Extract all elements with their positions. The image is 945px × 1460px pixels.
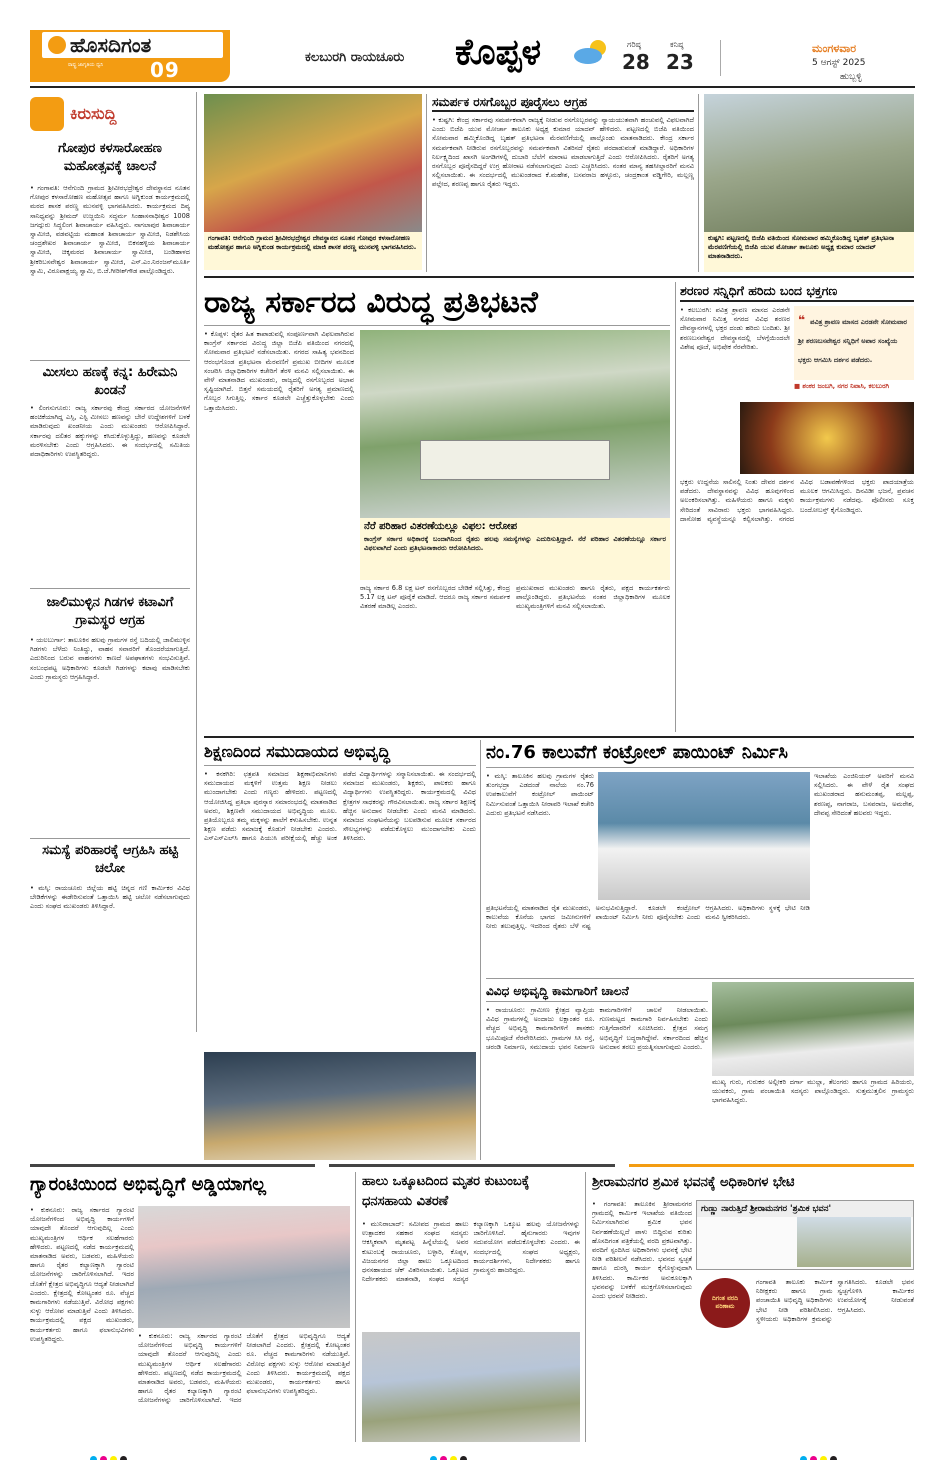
max-temp: 28 [622, 50, 650, 74]
photo-dev [712, 982, 914, 1076]
footer-dots-2 [430, 1448, 470, 1460]
caption-gopura: ಗಂಗಾವತಿ: ಆನೆಗುಂದಿ ಗ್ರಾಮದ ಶ್ರೀವೀರಭದ್ರೇಶ್ವರ ದೇವಸ್ಥಾನದ ನೂತನ ಗೋಪುರ ಕಳಸಾರೋಹಣ ಮಹೋತ್ಸವ ಹಾಗೂ ಅಗ್ನಿಕುಂಡ ಕಾರ್ಯಕ್ರಮದಲ್ಲಿ ಮಾಜಿ ಶಾಸಕ ಪರಣ್ಣ ಮುನವಳ್ಳಿ ಭಾಗವಹಿಸಿದರು. [204, 232, 422, 270]
headline-protest: ರಾಜ್ಯ ಸರ್ಕಾರದ ವಿರುದ್ಧ ಪ್ರತಿಭಟನೆ [204, 282, 670, 326]
kirusuddi-title: ಕಿರುಸುದ್ದಿ [70, 104, 117, 123]
headline-gopura: ಗೋಪುರ ಕಳಸಾರೋಹಣ ಮಹೋತ್ಸವಕ್ಕೆ ಚಾಲನೆ [58, 141, 162, 174]
min-label: ಕನಿಷ್ಠ [670, 40, 684, 49]
edition: ಹುಬ್ಬಳ್ಳಿ [840, 72, 862, 82]
headline-rasagobbara: ಸಮರ್ಪಕ ರಸಗೊಬ್ಬರ ಪೂರೈಸಲು ಆಗ್ರಹ [432, 94, 694, 112]
weekday: ಮಂಗಳವಾರ [812, 42, 857, 55]
logo-emblem-icon [48, 36, 66, 54]
story-protest-4: ಪ್ರಮುಖರಾದ ಮುಖಂಡರು ಹಾಗೂ ರೈತರು, ಪಕ್ಷದ ಕಾರ್ಯಕರ್ತರು ಪಾಲ್ಗೊಂಡಿದ್ದರು. ಪ್ರತಿಭಟನೆಯ ನಂತರ ಜಿಲ್ಲಾಧಿಕಾರಿಗಳ ಮೂಲಕ ಮುಖ್ಯಮಂತ್ರಿಗಳಿಗೆ ಮನವಿ ಸಲ್ಲಿಸಲಾಯಿತು. [516, 584, 670, 611]
headline-sriramanagar: ಶ್ರೀರಾಮನಗರ ಶ್ರಮಿಕ ಭವನಕ್ಕೆ ಅಧಿಕಾರಿಗಳ ಭೇಟಿ [592, 1175, 795, 1190]
masthead [0, 0, 945, 88]
story-sharana-2: ಭಕ್ತರು ಉದ್ದನೆಯ ಸಾಲಿನಲ್ಲಿ ನಿಂತು ದೇವರ ದರ್ಶನ ಪಡೆದರು. ದೇವಸ್ಥಾನವನ್ನು ವಿವಿಧ ಹೂವುಗಳಿಂದ ಅಲಂಕರಿಸಲಾಗಿತ್ತು. ಮಹಿಳೆಯರು ಹಾಗೂ ಮಕ್ಕಳು ಸೇರಿದಂತೆ ಸಾವಿರಾರು ಭಕ್ತರು ಭಾಗವಹಿಸಿದ್ದರು. ದಾಸೋಹ ವ್ಯವಸ್ಥೆಯನ್ನೂ ಕಲ್ಪಿಸಲಾಗಿತ್ತು. ನಗರದ ವಿವಿಧ ಬಡಾವಣೆಗಳಿಂದ ಭಕ್ತರು ಪಾದಯಾತ್ರೆಯ ಮೂಲಕ ಆಗಮಿಸಿದ್ದರು. ದಿನವಿಡೀ ಭಜನೆ, ಪ್ರವಚನ ಕಾರ್ಯಕ್ರಮಗಳು ನಡೆದವು. ಪೊಲೀಸರು ಸೂಕ್ತ ಬಂದೋಬಸ್ತ್ ಕೈಗೊಂಡಿದ್ದರು. [680, 478, 914, 523]
caption-kushtagi: ಕುಷ್ಟಗಿ: ಪಟ್ಟಣದಲ್ಲಿ ಬಿಜೆಪಿ ವತಿಯಿಂದ ಸೋಮವಾರ ಹಮ್ಮಿಕೊಂಡಿದ್ದ ಬೃಹತ್ ಪ್ರತಿಭಟನಾ ಮೆರವಣಿಗೆಯಲ್ಲಿ ಬಿಜೆಪಿ ಯುವ ಮೋರ್ಚಾ ತಾಲೂಕು ಅಧ್ಯಕ್ಷ ಕುಮಾರ ಯಾದವ್ ಮಾತನಾಡಿದರು. [704, 232, 914, 272]
protest-banner [420, 440, 610, 480]
story-meesalu: • ಲಿಂಗಸುಗೂರು: ರಾಜ್ಯ ಸರ್ಕಾರವು ಕೇಂದ್ರ ಸರ್ಕಾರದ ಯೋಜನೆಗಳಿಗೆ ಹಂಚಿಕೆಯಾಗಿದ್ದ ಎಸ್ಸಿ, ಎಸ್ಟಿ ಮೀಸಲು ಹಣವನ್ನು ಬೇರೆ ಉದ್ದೇಶಗಳಿಗೆ ಬಳಕೆ ಮಾಡಿರುವುದು ಖಂಡನೀಯ ಎಂದು ಮುಖಂಡರು ಆರೋಪಿಸಿದ್ದಾರೆ. ಸರ್ಕಾರವು ದಲಿತರ ಹಕ್ಕುಗಳನ್ನು ಕಸಿದುಕೊಳ್ಳುತ್ತಿದ್ದು, ಹಣವನ್ನು ಕೂಡಲೇ ಮರಳಿಸಬೇಕು ಎಂದು ಆಗ್ರಹಿಸಿದರು. ಈ ಸಂದರ್ಭದಲ್ಲಿ ಸಮಿತಿಯ ಪದಾಧಿಕಾರಿಗಳು ಉಪಸ್ಥಿತರಿದ್ದರು. [30, 404, 190, 459]
story-canal-3: ಇಲಾಖೆಯ ಎಂಜಿನಿಯರ್ ಅವರಿಗೆ ಮನವಿ ಸಲ್ಲಿಸಿದರು. ಈ ವೇಳೆ ರೈತ ಸಂಘದ ಮುಖಂಡರಾದ ಹನುಮಂತಪ್ಪ, ಮಲ್ಲಪ್ಪ, ಶರಣಪ್ಪ, ನಾಗರಾಜ, ಬಸವರಾಜ, ಅಮರೇಶ, ದೇವಪ್ಪ ಸೇರಿದಂತೆ ಹಲವರು ಇದ್ದರು. [814, 772, 914, 817]
headline-milk: ಹಾಲು ಒಕ್ಕೂಟದಿಂದ ಮೃತರ ಕುಟುಂಬಕ್ಕೆ ಧನಸಹಾಯ ವಿತರಣೆ [362, 1174, 530, 1209]
photo-guarantee [138, 1206, 350, 1328]
story-guarantee: • ಕುಕನೂರು: ರಾಜ್ಯ ಸರ್ಕಾರದ ಗ್ಯಾರಂಟಿ ಯೋಜನೆಗಳಿಂದ ಅಭಿವೃದ್ಧಿ ಕಾರ್ಯಗಳಿಗೆ ಯಾವುದೇ ತೊಂದರೆ ಆಗುವುದಿಲ್ಲ ಎಂದು ಮುಖ್ಯಮಂತ್ರಿಗಳ ಆರ್ಥಿಕ ಸಲಹೆಗಾರರು ಹೇಳಿದರು. ಪಟ್ಟಣದಲ್ಲಿ ನಡೆದ ಕಾರ್ಯಕ್ರಮದಲ್ಲಿ ಮಾತನಾಡಿದ ಅವರು, ಬಡವರು, ಮಹಿಳೆಯರು ಹಾಗೂ ರೈತರ ಕಲ್ಯಾಣಕ್ಕಾಗಿ ಗ್ಯಾರಂಟಿ ಯೋಜನೆಗಳನ್ನು ಜಾರಿಗೊಳಿಸಲಾಗಿದೆ. ಇದರ ಜೊತೆಗೆ ಕ್ಷೇತ್ರದ ಅಭಿವೃದ್ಧಿಗೂ ಆದ್ಯತೆ ನೀಡಲಾಗಿದೆ ಎಂದರು. ಕ್ಷೇತ್ರದಲ್ಲಿ ಕೋಟ್ಯಂತರ ರೂ. ವೆಚ್ಚದ ಕಾಮಗಾರಿಗಳು ನಡೆಯುತ್ತಿವೆ. ವಿರೋಧ ಪಕ್ಷಗಳು ಸುಳ್ಳು ಆರೋಪ ಮಾಡುತ್ತಿವೆ ಎಂದು ತಿಳಿಸಿದರು. ಕಾರ್ಯಕ್ರಮದಲ್ಲಿ ಪಕ್ಷದ ಮುಖಂಡರು, ಕಾರ್ಯಕರ್ತರು ಹಾಗೂ ಫಲಾನುಭವಿಗಳು ಉಪಸ್ಥಿತರಿದ್ದರು. [30, 1206, 134, 1343]
story-canal-2: ಪ್ರತಿಭಟನೆಯಲ್ಲಿ ಮಾತನಾಡಿದ ರೈತ ಮುಖಂಡರು, ಕಾಲುವೆಯ ಕೊನೆಯ ಭಾಗದ ಜಮೀನುಗಳಿಗೆ ನೀರು ತಲುಪುತ್ತಿಲ್ಲ. ಇದರಿಂದ ರೈತರು ಬೆಳೆ ನಷ್ಟ ಅನುಭವಿಸುತ್ತಿದ್ದಾರೆ. ಕೂಡಲೇ ಕಂಟ್ರೋಲ್ ಪಾಯಿಂಟ್ ನಿರ್ಮಿಸಿ ನೀರು ಪೂರೈಸಬೇಕು ಎಂದು ಆಗ್ರಹಿಸಿದರು. ಅಧಿಕಾರಿಗಳು ಸ್ಥಳಕ್ಕೆ ಭೇಟಿ ನೀಡಿ ಮನವಿ ಸ್ವೀಕರಿಸಿದರು. [486, 904, 810, 931]
max-label: ಗರಿಷ್ಠ [627, 40, 641, 49]
story-gopura: • ಗಂಗಾವತಿ: ಆನೆಗುಂದಿ ಗ್ರಾಮದ ಶ್ರೀವೀರಭದ್ರೇಶ್ವರ ದೇವಸ್ಥಾನದ ನೂತನ ಗೋಪುರ ಕಳಸಾರೋಹಣ ಮಹೋತ್ಸವ ಹಾಗೂ ಅಗ್ನಿಕುಂಡ ಕಾರ್ಯಕ್ರಮದಲ್ಲಿ ಮಠದ ಶಾಸಕ ಪರಣ್ಣ ಮುನವಳ್ಳಿ ಭಾಗವಹಿಸಿದರು. ಕಾರ್ಯಕ್ರಮದ ದಿವ್ಯ ಸಾನಿಧ್ಯವನ್ನು ಶ್ರೀಮದ್ ಉಜ್ಜಯಿನಿ ಸದ್ಧರ್ಮ ಸಿಂಹಾಸನಾಧೀಶ್ವರ 1008 ಜಗದ್ಗುರು ಸಿದ್ಧಲಿಂಗ ಶಿವಾಚಾರ್ಯ ವಹಿಸಿದ್ದರು. ನಾಗಲಾಪುರ ಶಿವಾಚಾರ್ಯ ಸ್ವಾಮೀಜಿ, ವಡವಟ್ಟಿಯ ಮಹಾಂತ ಶಿವಾಚಾರ್ಯ ಸ್ವಾಮೀಜಿ, ನಿಡಶೇಸಿಯ ಚಂದ್ರಶೇಖರ ಶಿವಾಚಾರ್ಯ ಸ್ವಾಮೀಜಿ, ಬಿಕನಹಳ್ಳಿಯ ಶಿವಾಚಾರ್ಯ ಸ್ವಾಮೀಜಿ, ಚಿಕ್ಕಮಠದ ಶಿವಾಚಾರ್ಯ ಸ್ವಾಮೀಜಿ, ಬಂಡಿಹಾಳದ ಶ್ರೀಕರಿಬಸವೇಶ್ವರ ಶಿವಾಚಾರ್ಯ ಸ್ವಾಮೀಜಿ, ಎಸ್.ಎಂ.ನಿರಂಜನ್‌ಮೂರ್ತಿ ಸ್ವಾಮಿ, ವಿರೂಪಾಕ್ಷಯ್ಯ ಸ್ವಾಮಿ, ಬಿ.ಜೆ.ಗೀರೀಶ್‌ಗೌಡ ಪಾಲ್ಗೊಂಡಿದ್ದರು. [30, 184, 190, 275]
quote-box [794, 306, 914, 380]
photo-canal [598, 772, 810, 900]
headline-jali: ಜಾಲಿಮುಳ್ಳಿನ ಗಿಡಗಳ ಕಟಾವಿಗೆ ಗ್ರಾಮಸ್ಥರ ಆಗ್ರಹ [46, 595, 174, 628]
photo-protest [360, 330, 670, 518]
subhead-flood: ನೆರೆ ಪರಿಹಾರ ವಿತರಣೆಯಲ್ಲೂ ವಿಫಲ: ಆರೋಪ [364, 521, 518, 532]
section-bar [30, 1164, 914, 1167]
clipping-title: ಗುಣ್ಣು ನಾರುತ್ತಿದೆ ಶ್ರೀರಾಮನಗರ 'ಶ್ರಮಿಕ ಭವನ' [697, 1201, 913, 1217]
story-canal-1: • ಮಸ್ಕಿ: ತಾಲೂಕಿನ ಹಲವು ಗ್ರಾಮಗಳ ರೈತರು ತುಂಗಭದ್ರಾ ಎಡದಂಡೆ ನಾಲೆಯ ನಂ.76 ಉಪಕಾಲುವೆಗೆ ಕಂಟ್ರೋಲ್ ಪಾಯಿಂಟ್ ನಿರ್ಮಿಸುವಂತೆ ಒತ್ತಾಯಿಸಿ ನೀರಾವರಿ ಇಲಾಖೆ ಕಚೇರಿ ಎದುರು ಪ್ರತಿಭಟನೆ ನಡೆಸಿದರು. [486, 772, 594, 817]
story-jali: • ಯಲಬುರ್ಗಾ: ತಾಲೂಕಿನ ಹಲವು ಗ್ರಾಮಗಳ ರಸ್ತೆ ಬದಿಯಲ್ಲಿ ಜಾಲಿಮುಳ್ಳಿನ ಗಿಡಗಳು ಬೆಳೆದು ನಿಂತಿದ್ದು, ವಾಹನ ಸವಾರರಿಗೆ ತೊಂದರೆಯಾಗುತ್ತಿದೆ. ಎದುರಿನಿಂದ ಬರುವ ವಾಹನಗಳು ಕಾಣದೆ ಅಪಘಾತಗಳು ಸಂಭವಿಸುತ್ತಿವೆ. ಸಂಬಂಧಪಟ್ಟ ಅಧಿಕಾರಿಗಳು ಕೂಡಲೇ ಗಿಡಗಳನ್ನು ಕಟಾವು ಮಾಡಿಸಬೇಕು ಎಂದು ಗ್ರಾಮಸ್ಥರು ಆಗ್ರಹಿಸಿದ್ದಾರೆ. [30, 636, 190, 681]
logo-block [40, 30, 225, 60]
clipping-photo [797, 1217, 911, 1267]
photo-kushtagi [704, 94, 914, 232]
logo-tagline: ರಾಷ್ಟ್ರ ಜಾಗೃತಿಯ ಧ್ವನಿ [68, 62, 104, 68]
kirusuddi-header [30, 94, 190, 134]
regions-small: ಕಲಬುರಗಿ ರಾಯಚೂರು [305, 50, 405, 65]
story-hatti: • ಮಸ್ಕಿ: ರಾಯಚೂರು ಜಿಲ್ಲೆಯ ಹಟ್ಟಿ ಚಿನ್ನದ ಗಣಿ ಕಾರ್ಮಿಕರ ವಿವಿಧ ಬೇಡಿಕೆಗಳನ್ನು ಈಡೇರಿಸುವಂತೆ ಒತ್ತಾಯಿಸಿ ಹಟ್ಟಿ ಚಲೋ ನಡೆಸಲಾಗುವುದು ಎಂದು ಸಂಘದ ಮುಖಂಡರು ತಿಳಿಸಿದ್ದಾರೆ. [30, 884, 190, 911]
headline-guarantee: ಗ್ಯಾರಂಟಿಯಿಂದ ಅಭಿವೃದ್ಧಿಗೆ ಅಡ್ಡಿಯಾಗಲ್ಲ [30, 1174, 267, 1195]
divider-masthead [720, 40, 721, 76]
story-milk: • ಮುನಿರಾಬಾದ್: ಸಮೀಪದ ಗ್ರಾಮದ ಹಾಲು ಉತ್ಪಾದಕರ ಸಹಕಾರ ಸಂಘದ ಸದಸ್ಯರು ಆಕಸ್ಮಿಕವಾಗಿ ಮೃತಪಟ್ಟ ಹಿನ್ನೆಲೆಯಲ್ಲಿ ಅವರ ಕುಟುಂಬಕ್ಕೆ ರಾಯಚೂರು, ಬಳ್ಳಾರಿ, ಕೊಪ್ಪಳ, ವಿಜಯನಗರ ಜಿಲ್ಲಾ ಹಾಲು ಒಕ್ಕೂಟದಿಂದ ಧನಸಹಾಯದ ಚೆಕ್ ವಿತರಿಸಲಾಯಿತು. ಒಕ್ಕೂಟದ ನಿರ್ದೇಶಕರು ಮಾತನಾಡಿ, ಸಂಘದ ಸದಸ್ಯರ ಕಲ್ಯಾಣಕ್ಕಾಗಿ ಒಕ್ಕೂಟ ಹಲವು ಯೋಜನೆಗಳನ್ನು ಜಾರಿಗೊಳಿಸಿದೆ. ಹೈನುಗಾರರು ಇವುಗಳ ಸದುಪಯೋಗ ಪಡೆದುಕೊಳ್ಳಬೇಕು ಎಂದರು. ಈ ಸಂದರ್ಭದಲ್ಲಿ ಸಂಘದ ಅಧ್ಯಕ್ಷರು, ಕಾರ್ಯದರ್ಶಿಗಳು, ನಿರ್ದೇಶಕರು ಹಾಗೂ ಗ್ರಾಮಸ್ಥರು ಹಾಜರಿದ್ದರು. [362, 1220, 580, 1284]
weather-icon [572, 36, 616, 66]
subhead-text: ಕಾಂಗ್ರೆಸ್ ಸರ್ಕಾರ ಅಧಿಕಾರಕ್ಕೆ ಬಂದಾಗಿನಿಂದ ರೈತರು ಹಲವು ಸಮಸ್ಯೆಗಳನ್ನು ಎದುರಿಸುತ್ತಿದ್ದಾರೆ. ನೆರೆ ಪರಿಹಾರ ವಿತರಣೆಯಲ್ಲೂ ಸರ್ಕಾರ ವಿಫಲವಾಗಿದೆ ಎಂದು ಪ್ರತಿಭಟನಾಕಾರರು ಆರೋಪಿಸಿದರು. [364, 535, 666, 553]
story-sriramanagar: • ಗಂಗಾವತಿ: ತಾಲೂಕಿನ ಶ್ರೀರಾಮನಗರ ಗ್ರಾಮದಲ್ಲಿ ಕಾರ್ಮಿಕ ಇಲಾಖೆಯ ವತಿಯಿಂದ ನಿರ್ಮಿಸಲಾಗಿರುವ ಶ್ರಮಿಕ ಭವನ ನಿರ್ವಹಣೆಯಿಲ್ಲದೆ ಪಾಳು ಬಿದ್ದಿರುವ ಕುರಿತು ಹೊಸದಿಗಂತ ಪತ್ರಿಕೆಯಲ್ಲಿ ವರದಿ ಪ್ರಕಟವಾಗಿತ್ತು. ವರದಿಗೆ ಸ್ಪಂದಿಸಿದ ಅಧಿಕಾರಿಗಳು ಭವನಕ್ಕೆ ಭೇಟಿ ನೀಡಿ ಪರಿಶೀಲನೆ ನಡೆಸಿದರು. ಭವನದ ಸ್ವಚ್ಛತೆ ಹಾಗೂ ದುರಸ್ತಿ ಕಾರ್ಯ ಕೈಗೊಳ್ಳುವುದಾಗಿ ತಿಳಿಸಿದರು. ಕಾರ್ಮಿಕರ ಅನುಕೂಲಕ್ಕಾಗಿ ಭವನವನ್ನು ಬಳಕೆಗೆ ಮುಕ್ತಗೊಳಿಸಲಾಗುವುದು ಎಂದು ಭರವಸೆ ನೀಡಿದರು. [592, 1200, 692, 1301]
footer-dots-3 [800, 1448, 840, 1460]
page-number: 09 [150, 58, 180, 82]
headline-hatti: ಸಮಸ್ಯೆ ಪರಿಹಾರಕ್ಕೆ ಆಗ್ರಹಿಸಿ ಹಟ್ಟಿ ಚಲೋ [42, 843, 178, 876]
photo-education [204, 1052, 476, 1160]
headline-sharana: ಶರಣರ ಸನ್ನಿಧಿಗೆ ಹರಿದು ಬಂದ ಭಕ್ತಗಣ [680, 282, 914, 302]
story-protest-3: ರಾಜ್ಯ ಸರ್ಕಾರ 6.8 ಲಕ್ಷ ಟನ್ ರಸಗೊಬ್ಬರದ ಬೇಡಿಕೆ ಸಲ್ಲಿಸಿತ್ತು, ಕೇಂದ್ರ 5.17 ಲಕ್ಷ ಟನ್ ಪೂರೈಕೆ ಮಾಡಿದೆ. ಆದರೂ ರಾಜ್ಯ ಸರ್ಕಾರ ಸಮರ್ಪಕ ವಿತರಣೆ ಮಾಡಿಲ್ಲ ಎಂದರು. [360, 584, 510, 611]
left-column [30, 92, 190, 832]
clipping-box [696, 1200, 914, 1270]
story-dev: • ರಾಯಚೂರು: ಗ್ರಾಮೀಣ ಕ್ಷೇತ್ರದ ವ್ಯಾಪ್ತಿಯ ವಿವಿಧ ಗ್ರಾಮಗಳಲ್ಲಿ ಅಂದಾಜು ಲಕ್ಷಾಂತರ ರೂ. ವೆಚ್ಚದ ಅಭಿವೃದ್ಧಿ ಕಾಮಗಾರಿಗಳಿಗೆ ಶಾಸಕರು ಭೂಮಿಪೂಜೆ ನೆರವೇರಿಸಿದರು. ಗ್ರಾಮಗಳ ಸಿಸಿ ರಸ್ತೆ, ಚರಂಡಿ ನಿರ್ಮಾಣ, ಸಮುದಾಯ ಭವನ ನಿರ್ಮಾಣ ಕಾಮಗಾರಿಗಳಿಗೆ ಚಾಲನೆ ನೀಡಲಾಯಿತು. ಗುಣಮಟ್ಟದ ಕಾಮಗಾರಿ ನಿರ್ವಹಿಸಬೇಕು ಎಂದು ಗುತ್ತಿಗೆದಾರರಿಗೆ ಸೂಚಿಸಿದರು. ಕ್ಷೇತ್ರದ ಸಮಗ್ರ ಅಭಿವೃದ್ಧಿಗೆ ಬದ್ಧರಾಗಿದ್ದೇವೆ. ಸರ್ಕಾರದಿಂದ ಹೆಚ್ಚಿನ ಅನುದಾನ ತರಲು ಪ್ರಯತ್ನಿಸಲಾಗುವುದು ಎಂದರು. [486, 1006, 708, 1051]
story-education: • ಕನಕಗಿರಿ: ಛತ್ರಪತಿ ಸಮಾಜದ ಶಿಕ್ಷಣಾಭಿಮಾನಿಗಳು ಸಮುದಾಯದ ಮಕ್ಕಳಿಗೆ ಉತ್ತಮ ಶಿಕ್ಷಣ ನೀಡಲು ಮುಂದಾಗಬೇಕು ಎಂದು ಗಣ್ಯರು ಹೇಳಿದರು. ಪಟ್ಟಣದಲ್ಲಿ ಆಯೋಜಿಸಿದ್ದ ಪ್ರತಿಭಾ ಪುರಸ್ಕಾರ ಸಮಾರಂಭದಲ್ಲಿ ಮಾತನಾಡಿದ ಅವರು, ಶಿಕ್ಷಣವೇ ಸಮುದಾಯದ ಅಭಿವೃದ್ಧಿಯ ಮೂಲ. ಪ್ರತಿಯೊಬ್ಬರೂ ತಮ್ಮ ಮಕ್ಕಳನ್ನು ಶಾಲೆಗೆ ಕಳುಹಿಸಬೇಕು. ಉನ್ನತ ಶಿಕ್ಷಣ ಪಡೆದು ಸಮಾಜಕ್ಕೆ ಕೊಡುಗೆ ನೀಡಬೇಕು ಎಂದರು. ಎಸ್ಎಸ್ಎಲ್‌ಸಿ ಹಾಗೂ ಪಿಯುಸಿ ಪರೀಕ್ಷೆಯಲ್ಲಿ ಹೆಚ್ಚು ಅಂಕ ಪಡೆದ ವಿದ್ಯಾರ್ಥಿಗಳನ್ನು ಸನ್ಮಾನಿಸಲಾಯಿತು. ಈ ಸಂದರ್ಭದಲ್ಲಿ ಸಮಾಜದ ಮುಖಂಡರು, ಶಿಕ್ಷಕರು, ಪಾಲಕರು ಹಾಗೂ ವಿದ್ಯಾರ್ಥಿಗಳು ಉಪಸ್ಥಿತರಿದ್ದರು. ಕಾರ್ಯಕ್ರಮದಲ್ಲಿ ವಿವಿಧ ಕ್ಷೇತ್ರಗಳ ಸಾಧಕರನ್ನು ಗೌರವಿಸಲಾಯಿತು. ರಾಜ್ಯ ಸರ್ಕಾರ ಶಿಕ್ಷಣಕ್ಕೆ ಹೆಚ್ಚಿನ ಅನುದಾನ ನೀಡಬೇಕು ಎಂದು ಮನವಿ ಮಾಡಿದರು. ಸಮಾಜದ ಸಂಘಟನೆಯನ್ನು ಬಲಪಡಿಸುವ ಮೂಲಕ ಸರ್ಕಾರದ ಸೌಲಭ್ಯಗಳನ್ನು ಪಡೆದುಕೊಳ್ಳಲು ಮುಂದಾಗಬೇಕು ಎಂದು ತಿಳಿಸಿದರು. [204, 770, 476, 843]
story-guarantee-2: • ಕುಕನೂರು: ರಾಜ್ಯ ಸರ್ಕಾರದ ಗ್ಯಾರಂಟಿ ಯೋಜನೆಗಳಿಂದ ಅಭಿವೃದ್ಧಿ ಕಾರ್ಯಗಳಿಗೆ ಯಾವುದೇ ತೊಂದರೆ ಆಗುವುದಿಲ್ಲ ಎಂದು ಮುಖ್ಯಮಂತ್ರಿಗಳ ಆರ್ಥಿಕ ಸಲಹೆಗಾರರು ಹೇಳಿದರು. ಪಟ್ಟಣದಲ್ಲಿ ನಡೆದ ಕಾರ್ಯಕ್ರಮದಲ್ಲಿ ಮಾತನಾಡಿದ ಅವರು, ಬಡವರು, ಮಹಿಳೆಯರು ಹಾಗೂ ರೈತರ ಕಲ್ಯಾಣಕ್ಕಾಗಿ ಗ್ಯಾರಂಟಿ ಯೋಜನೆಗಳನ್ನು ಜಾರಿಗೊಳಿಸಲಾಗಿದೆ. ಇದರ ಜೊತೆಗೆ ಕ್ಷೇತ್ರದ ಅಭಿವೃದ್ಧಿಗೂ ಆದ್ಯತೆ ನೀಡಲಾಗಿದೆ ಎಂದರು. ಕ್ಷೇತ್ರದಲ್ಲಿ ಕೋಟ್ಯಂತರ ರೂ. ವೆಚ್ಚದ ಕಾಮಗಾರಿಗಳು ನಡೆಯುತ್ತಿವೆ. ವಿರೋಧ ಪಕ್ಷಗಳು ಸುಳ್ಳು ಆರೋಪ ಮಾಡುತ್ತಿವೆ ಎಂದು ತಿಳಿಸಿದರು. ಕಾರ್ಯಕ್ರಮದಲ್ಲಿ ಪಕ್ಷದ ಮುಖಂಡರು, ಕಾರ್ಯಕರ್ತರು ಹಾಗೂ ಫಲಾನುಭವಿಗಳು ಉಪಸ್ಥಿತರಿದ್ದರು. [138, 1332, 350, 1405]
min-temp: 23 [666, 50, 694, 74]
headline-canal: ನಂ.76 ಕಾಲುವೆಗೆ ಕಂಟ್ರೋಲ್ ಪಾಯಿಂಟ್ ನಿರ್ಮಿಸಿ [486, 740, 914, 768]
story-sriramanagar-2: ಗಂಗಾವತಿ ತಾಲೂಕು ಕಾರ್ಮಿಕ ನಿರೀಕ್ಷಕರು ಹಾಗೂ ಗ್ರಾಮ ಪಂಚಾಯಿತಿ ಅಭಿವೃದ್ಧಿ ಅಧಿಕಾರಿಗಳು ಭೇಟಿ ನೀಡಿ ಪರಿಶೀಲಿಸಿದರು. ಸ್ಥಳೀಯರು ಅಧಿಕಾರಿಗಳ ಕ್ರಮವನ್ನು ಸ್ವಾಗತಿಸಿದರು. ಕೂಡಲೇ ಭವನ ಸ್ವಚ್ಛಗೊಳಿಸಿ ಕಾರ್ಮಿಕರ ಉಪಯೋಗಕ್ಕೆ ನೀಡುವಂತೆ ಆಗ್ರಹಿಸಿದರು. [756, 1278, 914, 1323]
city-title: ಕೊಪ್ಪಳ [455, 32, 542, 73]
impact-badge [700, 1278, 750, 1328]
story-dev-2: ಮುಖ್ಯ ಗುರು, ಗುರುಕರ ಅಲ್ಲೀಕರಿ ದರ್ಗಾ ಮುಲ್ಲಾ, ತೆಲಂಗರು ಹಾಗೂ ಗ್ರಾಮದ ಹಿರಿಯರು, ಯುವಕರು, ಗ್ರಾಮ ಪಂಚಾಯಿತಿ ಸದಸ್ಯರು ಪಾಲ್ಗೊಂಡಿದ್ದರು. ಸುತ್ತಮುತ್ತಲಿನ ಗ್ರಾಮಸ್ಥರು ಭಾಗವಹಿಸಿದ್ದರು. [712, 1078, 914, 1105]
hand-icon [30, 97, 64, 131]
masthead-rule [30, 86, 915, 88]
headline-education: ಶಿಕ್ಷಣದಿಂದ ಸಮುದಾಯದ ಅಭಿವೃದ್ಧಿ [204, 740, 476, 766]
quote-icon: ❝ [798, 313, 806, 327]
subhead-box [360, 518, 670, 580]
headline-dev: ವಿವಿಧ ಅಭಿವೃದ್ಧಿ ಕಾಮಗಾರಿಗೆ ಚಾಲನೆ [486, 982, 708, 1002]
photo-deity [740, 402, 914, 474]
quote-text: ಪವಿತ್ರ ಶ್ರಾವಣ ಮಾಸದ ಎರಡನೇ ಸೋಮವಾರ ಶ್ರೀ ಶರಣಬಸವೇಶ್ವರ ಸನ್ನಿಧಿಗೆ ಅಪಾರ ಸಂಖ್ಯೆಯ ಭಕ್ತರು ಆಗಮಿಸಿ ದರ್ಶನ ಪಡೆದರು. [798, 318, 908, 364]
impact-badge-text: ದಿಗಂತ ವರದಿ ಪರಿಣಾಮ [712, 1295, 738, 1310]
story-protest-1: • ಕೊಪ್ಪಳ: ರೈತರ ಹಿತ ಕಾಪಾಡುವಲ್ಲಿ ಸಂಪೂರ್ಣವಾಗಿ ವಿಫಲವಾಗಿರುವ ಕಾಂಗ್ರೆಸ್ ಸರ್ಕಾರದ ವಿರುದ್ಧ ಜಿಲ್ಲಾ ಬಿಜೆಪಿ ವತಿಯಿಂದ ನಗರದಲ್ಲಿ ಸೋಮವಾರ ಪ್ರತಿಭಟನೆ ನಡೆಸಲಾಯಿತು. ನಗರದ ಸಾಹಿತ್ಯ ಭವನದಿಂದ ಆರಂಭಗೊಂಡ ಪ್ರತಿಭಟನಾ ಮೆರವಣಿಗೆ ಪ್ರಮುಖ ಬೀದಿಗಳ ಮೂಲಕ ಸಂಚರಿಸಿ ಜಿಲ್ಲಾಧಿಕಾರಿಗಳ ಕಚೇರಿಗೆ ತೆರಳಿ ಮನವಿ ಸಲ್ಲಿಸಲಾಯಿತು. ಈ ವೇಳೆ ಮಾತನಾಡಿದ ಮುಖಂಡರು, ರಾಜ್ಯದಲ್ಲಿ ರಸಗೊಬ್ಬರದ ಅಭಾವ ಸೃಷ್ಟಿಯಾಗಿದೆ. ಬಿತ್ತನೆ ಸಮಯದಲ್ಲಿ ರೈತರಿಗೆ ಅಗತ್ಯ ಪ್ರಮಾಣದಲ್ಲಿ ಗೊಬ್ಬರ ಸಿಗುತ್ತಿಲ್ಲ. ಸರ್ಕಾರ ಕೂಡಲೇ ಎಚ್ಚೆತ್ತುಕೊಳ್ಳಬೇಕು ಎಂದು ಒತ್ತಾಯಿಸಿದರು. [204, 330, 354, 412]
footer-dots-1 [90, 1448, 130, 1460]
quote-by: ■ ಶಂಕರ ಜಂಬಗಿ, ನಗರ ನಿವಾಸಿ, ಕಲಬುರಗಿ [794, 382, 890, 390]
photo-gopura [204, 94, 422, 232]
story-sharana-1: • ಕಲಬುರಗಿ: ಪವಿತ್ರ ಶ್ರಾವಣ ಮಾಸದ ಎರಡನೇ ಸೋಮವಾರ ನಿಮಿತ್ತ ನಗರದ ವಿವಿಧ ಶರಣರ ದೇವಸ್ಥಾನಗಳಲ್ಲಿ ಭಕ್ತರ ದಂಡು ಹರಿದು ಬಂದಿತು. ಶ್ರೀ ಶರಣಬಸವೇಶ್ವರ ದೇವಸ್ಥಾನದಲ್ಲಿ ಬೆಳಗ್ಗೆಯಿಂದಲೇ ವಿಶೇಷ ಪೂಜೆ, ಅಭಿಷೇಕ ನೆರವೇರಿತು. [680, 306, 790, 351]
date: 5 ಆಗಸ್ಟ್ 2025 [812, 58, 866, 68]
photo-milk [362, 1332, 580, 1442]
headline-meesalu: ಮೀಸಲು ಹಣಕ್ಕೆ ಕನ್ನ: ಹಿರೇಮನಿ ಖಂಡನೆ [42, 365, 178, 398]
story-rasagobbara: • ಕುಷ್ಟಗಿ: ಕೇಂದ್ರ ಸರ್ಕಾರವು ಸಮರ್ಪಕವಾಗಿ ರಾಜ್ಯಕ್ಕೆ ನೀಡುವ ರಸಗೊಬ್ಬರವನ್ನು ನ್ಯಾಯಯುತವಾಗಿ ಹಂಚುವಲ್ಲಿ ವಿಫಲವಾಗಿದೆ ಎಂದು ಬಿಜೆಪಿ ಯುವ ಮೋರ್ಚಾ ತಾಲೂಕು ಅಧ್ಯಕ್ಷ ಕುಮಾರ ಯಾದವ್ ಹೇಳಿದರು. ಪಟ್ಟಣದಲ್ಲಿ ಬಿಜೆಪಿ ವತಿಯಿಂದ ಸೋಮವಾರ ಹಮ್ಮಿಕೊಂಡಿದ್ದ ಬೃಹತ್ ಪ್ರತಿಭಟನಾ ಮೆರವಣಿಗೆಯಲ್ಲಿ ಪಾಲ್ಗೊಂಡು ಮಾತನಾಡಿದರು. ಕೇಂದ್ರ ಸರ್ಕಾರ ಸಮರ್ಪಕವಾಗಿ ನೀಡಿರುವ ರಸಗೊಬ್ಬರವನ್ನು ಸಮರ್ಪಕವಾಗಿ ವಿತರಿಸದೆ ರೈತರು ಪರದಾಡುವಂತೆ ಮಾಡಿದ್ದಾರೆ. ಅಧಿಕಾರಿಗಳ ನಿರ್ಲಕ್ಷ್ಯದಿಂದ ಖಾಸಗಿ ಅಂಗಡಿಗಳಲ್ಲಿ ದುಬಾರಿ ಬೆಲೆಗೆ ಮಾರಾಟ ಮಾಡಲಾಗುತ್ತಿದೆ ಎಂದು ಆರೋಪಿಸಿದರು. ರೈತರಿಗೆ ಅಗತ್ಯ ರಸಗೊಬ್ಬರ ಪೂರೈಸದಿದ್ದರೆ ಉಗ್ರ ಹೋರಾಟ ನಡೆಸಲಾಗುವುದು ಎಂದು ಎಚ್ಚರಿಸಿದರು. ನಂತರ ಮಾನ್ಯ ತಹಸೀಲ್ದಾರರಿಗೆ ಮನವಿ ಸಲ್ಲಿಸಲಾಯಿತು. ಈ ಸಂದರ್ಭದಲ್ಲಿ ಮುಖಂಡರಾದ ಕೆ.ಮಹೇಶ, ಬಸವರಾಜ ಹಳ್ಳೂರು, ಚಂದ್ರಕಾಂತ ವಡ್ಡಿಗೇರಿ, ಮಲ್ಲಣ್ಣ ಪಲ್ಲೇದ, ಶರಣಪ್ಪ ಹಾಗೂ ರೈತರು ಇದ್ದರು. [432, 116, 694, 189]
logo-text: ಹೊಸದಿಗಂತ [70, 33, 152, 57]
